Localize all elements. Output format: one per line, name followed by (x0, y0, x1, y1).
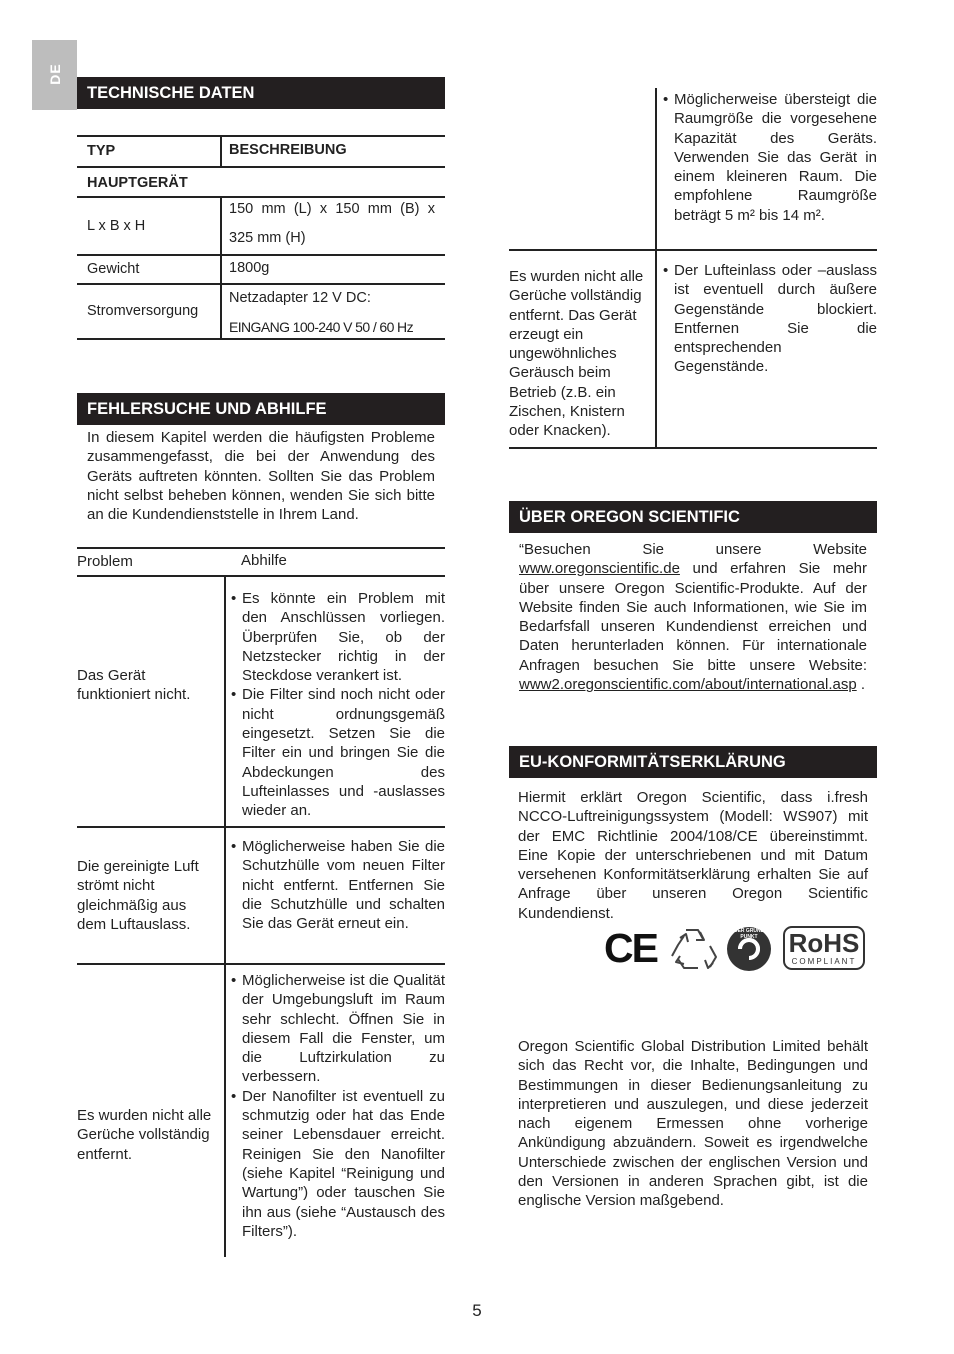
problem-1: Das Gerät funktioniert nicht. (77, 667, 191, 704)
rohs-logo (783, 926, 865, 970)
tech-heading: TECHNISCHE DATEN (77, 77, 445, 109)
ce-mark-icon: CE (604, 925, 657, 971)
spec-label-dimensions: L x B x H (87, 218, 146, 234)
eu-heading: EU-KONFORMITÄTSERKLÄRUNG (509, 746, 877, 778)
about-text (519, 540, 867, 694)
rohs-sublabel: COMPLIANT (791, 957, 857, 966)
recycling-icon (668, 926, 718, 972)
spec-value-power-2: EINGANG 100-240 V 50 / 60 Hz (229, 319, 413, 335)
spec-label-weight: Gewicht (87, 261, 140, 277)
col-problem-header: Problem (77, 553, 133, 570)
eu-text: Hiermit erklärt Oregon Scientific, dass i.fresh NCCO-Luftreinigungssystem (Modell: WS907) mit der EMC Richtlinie 2004/108/CE übereinstimmt. Eine Kopie der unterschriebenen und mit Datum versehenen Konformitätserklärung erhalten Sie auf Anfrage über unseren Oregon Scientific Kundendienst. (518, 789, 868, 922)
green-dot-icon (726, 926, 772, 972)
spec-col-desc: BESCHREIBUNG (229, 142, 347, 158)
troubleshooting-heading: FEHLERSUCHE UND ABHILFE (77, 393, 445, 425)
spec-label-power: Stromversorgung (87, 303, 199, 319)
about-text-c: . (856, 676, 866, 694)
language-tab-label: DE (46, 63, 63, 85)
about-text-a: “Besuchen Sie unsere Website (519, 541, 867, 558)
about-heading: ÜBER OREGON SCIENTIFIC (509, 501, 877, 533)
remedy-1-2: • Die Filter sind noch nicht oder nicht ordnungsgemäß eingesetzt. Setzen Sie die Filter ein und bringen Sie die Abdeckungen des Lufteinlasses und -auslasses wieder an. (228, 685, 445, 820)
col-remedy-header: Abhilfe (241, 552, 287, 569)
remedy-3-2: • Der Nanofilter ist eventuell zu schmutzig oder hat das Ende seiner Lebensdauer erreicht. Reinigen Sie den Nanofilter (siehe Kapitel “Reinigung und Wartung”) oder tauschen Sie ihn aus (siehe “Austausch des Filters”). (228, 1087, 445, 1241)
remedy-list-3 (228, 971, 445, 1241)
problem-3: Es wurden nicht alle Gerüche vollständig entfernt. (77, 1107, 212, 1163)
problem-5: Es wurden nicht alle Gerüche vollständig entfernt. Das Gerät erzeugt ein ungewöhnliches Geräusch beim Betrieb (z.B. ein Zischen, Knistern oder Knacken). (509, 268, 644, 440)
remedy-5-1: • Der Lufteinlass oder –auslass ist eventuell durch äußere Gegenstände blockiert. Entfernen Sie die entsprechenden Gegenstände. (660, 261, 877, 377)
spec-col-type: TYP (87, 143, 116, 159)
disclaimer-text: Oregon Scientific Global Distribution Limited behält sich das Recht vor, die Inhalte, Bedingungen und Bestimmungen in dieser Bedienungsanleitung zu interpretieren und auszulegen, und diese jederzeit nach eigenem Ermessen ohne vorherige Ankündigung abzuändern. Soweit es irgendwelche Unterschiede zwischen der englischen Version und den Versionen in anderen Sprachen gibt, ist die englische Version maßgebend. (518, 1038, 868, 1210)
remedy-list-1 (228, 589, 445, 821)
remedy-1-1: • Es könnte ein Problem mit den Anschlüssen vorliegen. Überprüfen Sie, ob der Netzstecker richtig in der Steckdose verankert ist. (228, 589, 445, 685)
green-dot-label: DER GRÜNE PUNKT (733, 928, 764, 940)
about-text-b: und erfahren Sie mehr über unsere Oregon Scientific-Produkte. Auf der Website finden Sie auch Informationen, wie Sie im Bedarfsfall unseren Kundendienst erreichen und Daten herunterladen können. Für internationale Anfragen besuchen Sie bitte unsere Website: (519, 560, 867, 674)
spec-value-dimensions-2: 325 mm (H) (229, 230, 306, 246)
international-link[interactable]: www2.oregonscientific.com/about/international.asp (519, 676, 857, 694)
remedy-list-5 (660, 261, 877, 377)
oregon-de-link[interactable]: www.oregonscientific.de (519, 560, 680, 578)
problem-2: Die gereinigte Luft strömt nicht gleichmäßig aus dem Luftauslass. (77, 858, 199, 933)
troubleshooting-table-continued (509, 88, 877, 450)
spec-value-power-1: Netzadapter 12 V DC: (229, 290, 371, 306)
page-number: 5 (472, 1301, 482, 1320)
troubleshooting-intro: In diesem Kapitel werden die häufigsten Probleme zusammengefasst, die bei der Anwendung des Geräts auftreten könnten. Sollten Sie das Problem nicht selbst beheben können, wenden Sie sich bitte an die Kundendienststelle in Ihrem Land. (87, 429, 435, 524)
language-tab (32, 40, 77, 110)
rohs-label: RoHS (788, 928, 860, 958)
remedy-4-1: • Möglicherweise übersteigt die Raumgröße die vorgesehene Kapazität des Geräts. Verwenden Sie das Gerät in einem kleineren Raum. Die empfohlene Raumgröße beträgt 5 m² bis 14 m². (660, 90, 877, 225)
remedy-3-1: • Möglicherweise ist die Qualität der Umgebungsluft im Raum sehr schlecht. Öffnen Sie in diesem Fall die Fenster, um die Luftzirkulation zu verbessern. (228, 971, 445, 1087)
spec-value-dimensions-1: 150 mm (L) x 150 mm (B) x (229, 201, 435, 217)
remedy-2-1: • Möglicherweise haben Sie die Schutzhülle vom neuen Filter nicht entfernt. Entfernen Sie die Schutzhülle und schalten Sie das Gerät erneut ein. (228, 837, 445, 933)
spec-value-weight: 1800g (229, 260, 270, 276)
remedy-list-2 (228, 837, 445, 933)
troubleshooting-table (77, 547, 445, 1257)
remedy-list-4 (660, 90, 877, 225)
spec-group: HAUPTGERÄT (87, 175, 188, 191)
